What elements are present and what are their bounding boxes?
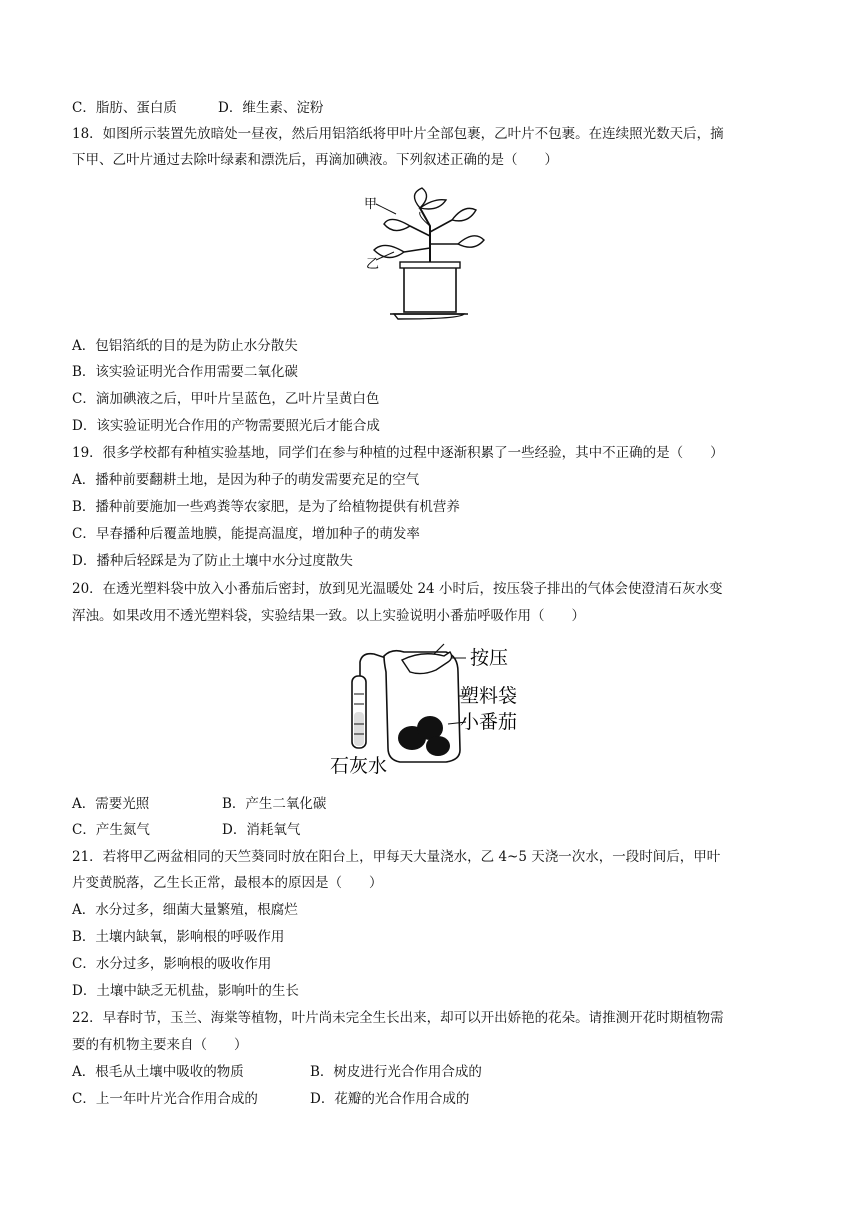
q18-option-d: D．该实验证明光合作用的产物需要照光后才能合成 xyxy=(72,418,380,434)
q19-stem: 19．很多学校都有种植实验基地，同学们在参与种植的过程中逐渐积累了一些经验，其中不正确的是（ ） xyxy=(72,445,724,461)
q22-option-b: B．树皮进行光合作用合成的 xyxy=(310,1064,482,1080)
q21-stem-line2: 片变黄脱落，乙生长正常，最根本的原因是（ ） xyxy=(72,875,383,891)
q18-stem-line1: 18．如图所示装置先放暗处一昼夜，然后用铝箔纸将甲叶片全部包裹，乙叶片不包裹。在连续照光数天后，摘 xyxy=(72,126,724,142)
q20-option-d: D．消耗氧气 xyxy=(222,822,301,838)
q22-option-c: C．上一年叶片光合作用合成的 xyxy=(72,1091,258,1107)
q18-label-yi: 乙 xyxy=(366,257,380,272)
q18-potted-plant-figure xyxy=(360,186,490,322)
q22-option-d: D．花瓣的光合作用合成的 xyxy=(310,1091,470,1107)
q20-stem-line2: 浑浊。如果改用不透光塑料袋，实验结果一致。以上实验说明小番茄呼吸作用（ ） xyxy=(72,608,585,624)
q21-stem-line1: 21．若将甲乙两盆相同的天竺葵同时放在阳台上，甲每天大量浇水，乙 4~5 天浇一次水，一段时间后，甲叶 xyxy=(72,849,721,865)
q21-option-d: D．土壤中缺乏无机盐，影响叶的生长 xyxy=(72,983,299,999)
q20-option-c: C．产生氮气 xyxy=(72,822,150,838)
q17-option-c: C．脂肪、蛋白质 xyxy=(72,100,177,116)
q21-option-b: B．土壤内缺氧，影响根的呼吸作用 xyxy=(72,929,285,945)
q22-stem-line2: 要的有机物主要来自（ ） xyxy=(72,1037,248,1053)
q20-stem-line1: 20．在透光塑料袋中放入小番茄后密封，放到见光温暖处 24 小时后，按压袋子排出的气体会使澄清石灰水变 xyxy=(72,581,723,597)
q22-option-a: A．根毛从土壤中吸收的物质 xyxy=(72,1064,244,1080)
q20-label-tomato: 小番茄 xyxy=(460,711,518,733)
q20-tomato-bag-figure xyxy=(326,642,530,778)
q19-option-c: C．早春播种后覆盖地膜，能提高温度，增加种子的萌发率 xyxy=(72,526,420,542)
q20-option-b: B．产生二氧化碳 xyxy=(222,796,327,812)
q18-stem-line2: 下甲、乙叶片通过去除叶绿素和漂洗后，再滴加碘液。下列叙述正确的是（ ） xyxy=(72,152,558,168)
q18-option-a: A．包铝箔纸的目的是为防止水分散失 xyxy=(72,338,298,354)
q22-stem-line1: 22．早春时节，玉兰、海棠等植物，叶片尚未完全生长出来，却可以开出娇艳的花朵。请推测开花时期植物需 xyxy=(72,1010,724,1026)
q18-option-c: C．滴加碘液之后，甲叶片呈蓝色，乙叶片呈黄白色 xyxy=(72,391,380,407)
q18-label-jia: 甲 xyxy=(364,197,378,212)
q18-option-b: B．该实验证明光合作用需要二氧化碳 xyxy=(72,364,298,380)
q19-option-b: B．播种前要施加一些鸡粪等农家肥，是为了给植物提供有机营养 xyxy=(72,499,460,515)
q20-label-bag: 塑料袋 xyxy=(460,685,518,707)
q20-label-limewater: 石灰水 xyxy=(330,755,388,777)
q20-option-a: A．需要光照 xyxy=(72,796,150,812)
q20-label-press: 按压 xyxy=(470,647,509,669)
q21-option-c: C．水分过多，影响根的吸收作用 xyxy=(72,956,272,972)
q17-option-d: D．维生素、淀粉 xyxy=(218,100,324,116)
q19-option-a: A．播种前要翻耕土地，是因为种子的萌发需要充足的空气 xyxy=(72,472,420,488)
q19-option-d: D．播种后轻踩是为了防止土壤中水分过度散失 xyxy=(72,553,353,569)
q21-option-a: A．水分过多，细菌大量繁殖，根腐烂 xyxy=(72,902,298,918)
